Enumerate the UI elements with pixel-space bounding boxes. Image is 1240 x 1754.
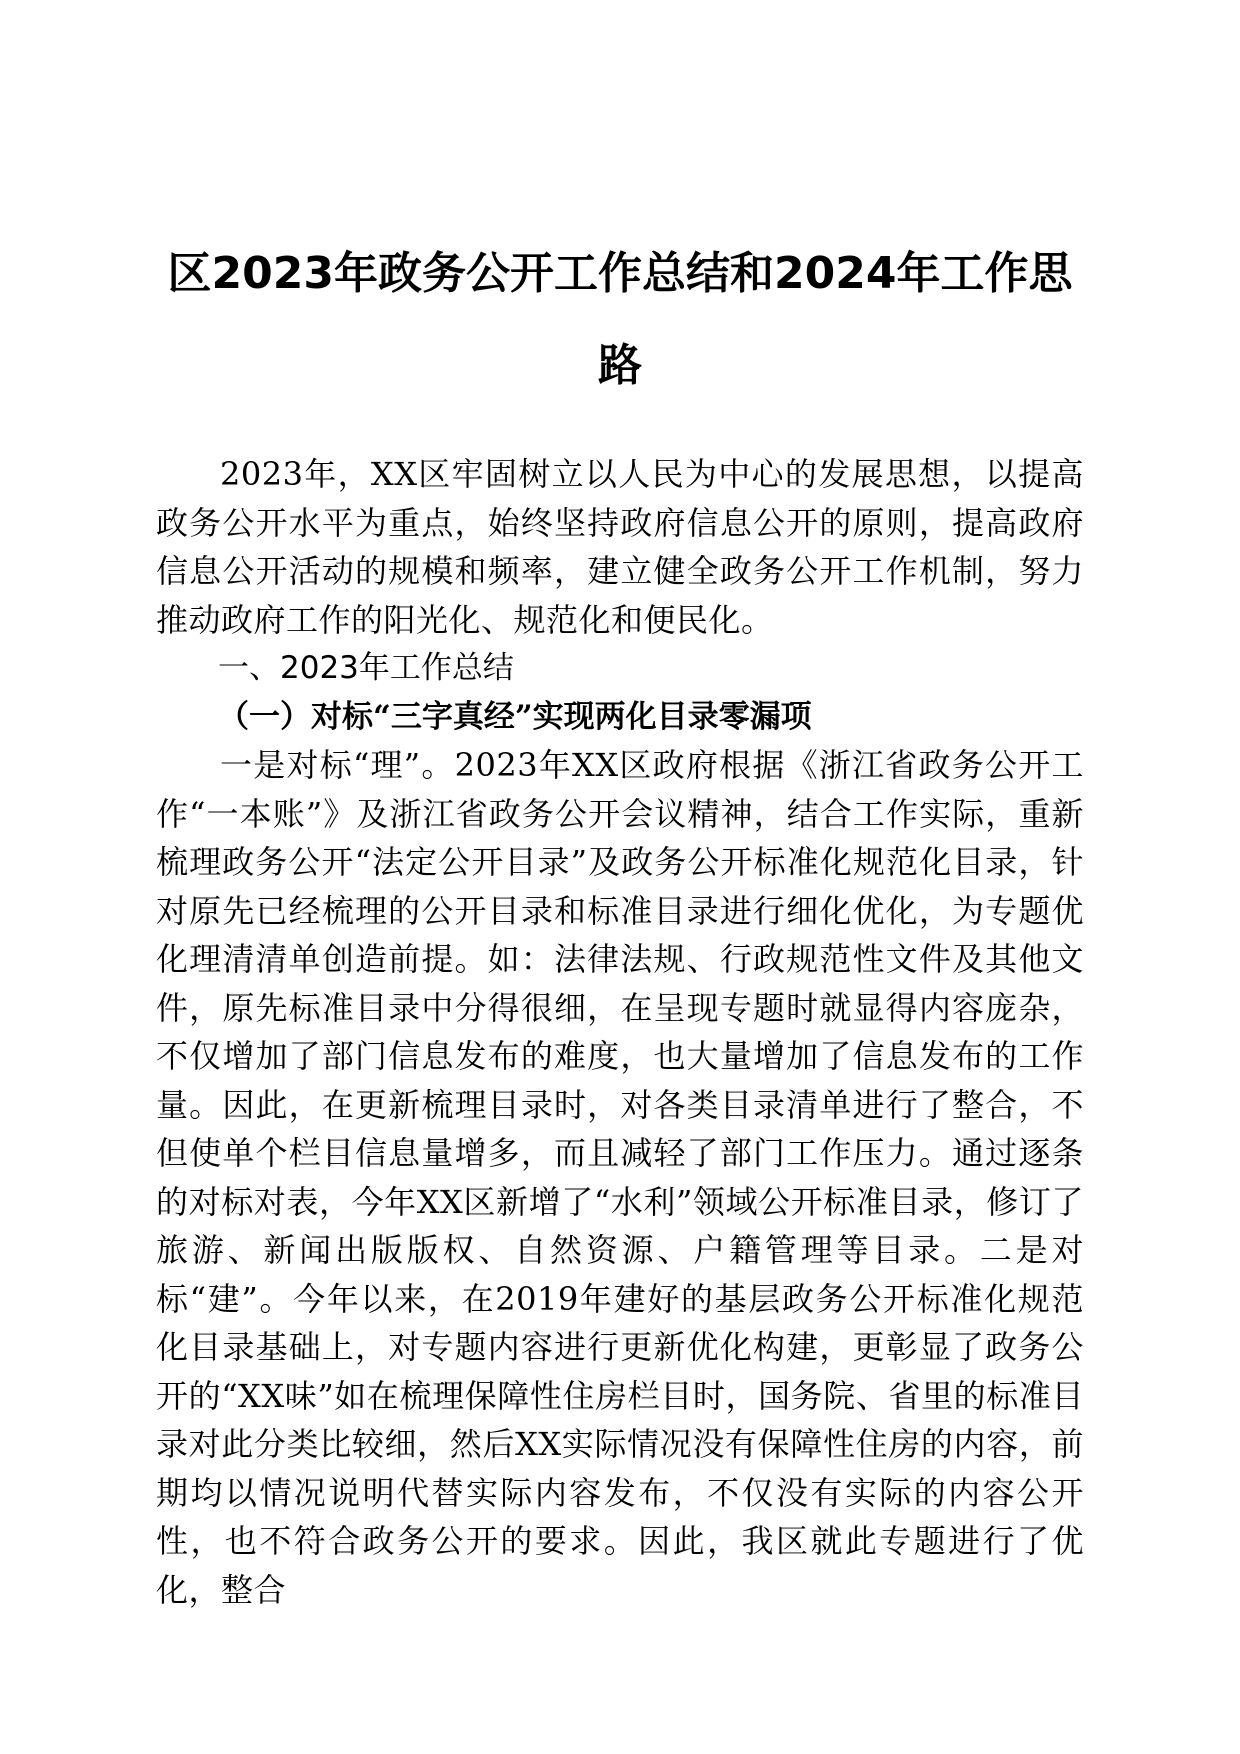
body-paragraph: 一是对标“理”。2023年XX区政府根据《浙江省政务公开工作“一本账”》及浙江省政务公开会议精神，结合工作实际，重新梳理政务公开“法定公开目录”及政务公开标准化规范化目录，针对原先已经梳理的公开目录和标准目录进行细化优化，为专题优化理清清单创造前提。如：法律法规、行政规范性文件及其他文件，原先标准目录中分得很细，在呈现专题时就显得内容庞杂，不仅增加了部门信息发布的难度，也大量增加了信息发布的工作量。因此，在更新梳理目录时，对各类目录清单进行了整合，不但使单个栏目信息量增多，而且减轻了部门工作压力。通过逐条的对标对表，今年XX区新增了“水利”领域公开标准目录，修订了旅游、新闻出版版权、自然资源、户籍管理等目录。二是对标“建”。今年以来，在2019年建好的基层政务公开标准化规范化目录基础上，对专题内容进行更新优化构建，更彰显了政务公开的“XX味”如在梳理保障性住房栏目时，国务院、省里的标准目录对此分类比较细，然后XX实际情况没有保障性住房的内容，前期均以情况说明代替实际内容发布，不仅没有实际的内容公开性，也不符合政务公开的要求。因此，我区就此专题进行了优化，整合	[156, 746, 1084, 1609]
subsection-heading: （一）对标“三字真经”实现两化目录零漏项	[218, 698, 812, 735]
document-content	[156, 228, 1084, 1614]
section-heading: 一、2023年工作总结	[218, 650, 514, 686]
document-body	[156, 450, 1084, 1614]
document-title: 区2023年政务公开工作总结和2024年工作思路	[167, 248, 1073, 391]
intro-paragraph: 2023年，XX区牢固树立以人民为中心的发展思想，以提高政务公开水平为重点，始终坚持政府信息公开的原则，提高政府信息公开活动的规模和频率，建立健全政务公开工作机制，努力推动政府工作的阳光化、规范化和便民化。	[156, 455, 1084, 639]
